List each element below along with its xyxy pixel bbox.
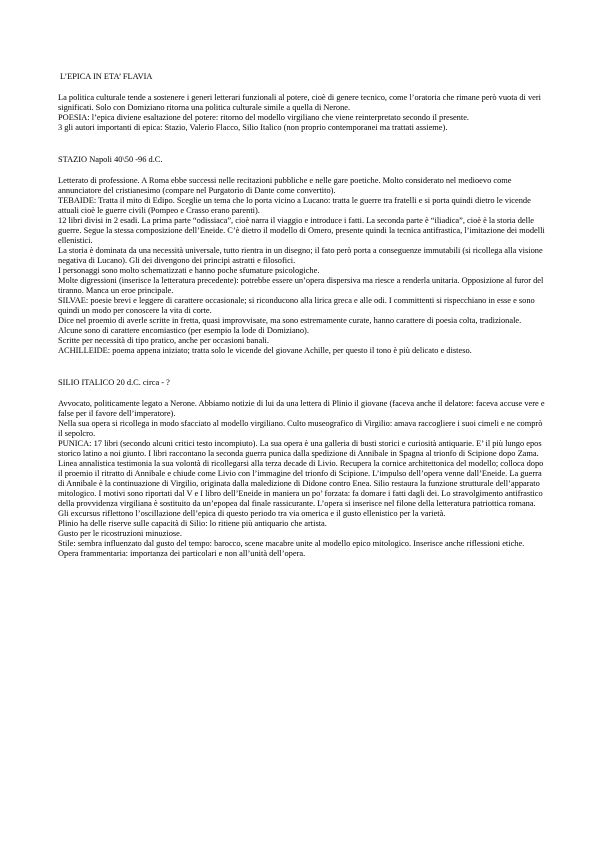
stazio-paragraph: Alcune sono di carattere encomiastico (per esempio la lode di Domiziano).: [58, 326, 309, 335]
spacer: [58, 165, 548, 176]
intro-paragraph: La politica culturale tende a sostenere i generi letterari funzionali al potere, cioè di genere tecnico, come l’oratoria che rimane però vuota di veri significati. Solo con Domiziano ritorna una politica culturale simile a quella di Nerone.: [58, 93, 541, 112]
section-heading-stazio: STAZIO Napoli 40\50 -96 d.C.: [58, 155, 163, 164]
silio-paragraph: Avvocato, politicamente legato a Nerone. Abbiamo notizie di lui da una lettera di Plinio il giovane (faceva anche il delatore: faceva accuse vere e false per il favore dell’imperatore).: [58, 399, 545, 418]
stazio-paragraph: Letterato di professione. A Roma ebbe successi nelle recitazioni pubbliche e nelle gare poetiche. Molto considerato nel medioevo come annunciatore del cristianesimo (compare nel Purgatorio di Dante come convertito).: [58, 176, 512, 195]
stazio-paragraph: ACHILLEIDE: poema appena iniziato; tratta solo le vicende del giovane Achille, per questo il tono è più delicato e disteso.: [58, 346, 472, 355]
spacer: [58, 82, 548, 93]
intro-section: [58, 93, 548, 133]
silio-paragraph: Opera frammentaria: importanza dei particolari e non all’unità dell’opera.: [58, 549, 306, 558]
silio-paragraph: Plinio ha delle riserve sulle capacità di Silio: lo ritiene più antiquario che artista.: [58, 519, 327, 528]
spacer: [58, 356, 548, 378]
stazio-paragraph: 12 libri divisi in 2 esadi. La prima parte “odissiaca”, cioè narra il viaggio e introduce i fatti. La seconda parte è “iliadica”, cioè è la storia delle guerre. Segue la stessa composizione dell’Eneide. C’è dietro il modello di Omero, presente quindi la tecnica antifrastica, l’imitazione dei modelli ellenistici.: [58, 216, 545, 245]
silio-section: [58, 378, 548, 559]
stazio-paragraph: I personaggi sono molto schematizzati e hanno poche sfumature psicologiche.: [58, 266, 320, 275]
intro-paragraph: 3 gli autori importanti di epica: Stazio, Valerio Flacco, Silio Italico (non proprio contemporanei ma trattati assieme).: [58, 123, 448, 132]
spacer: [58, 388, 548, 399]
intro-paragraph: POESIA: l’epica diviene esaltazione del potere: ritorno del modello virgiliano che viene reinterpretato secondo il presente.: [58, 113, 470, 122]
stazio-section: [58, 155, 548, 356]
section-heading-silio: SILIO ITALICO 20 d.C. circa - ?: [58, 378, 170, 387]
silio-paragraph: Nella sua opera si ricollega in modo sfacciato al modello virgiliano. Culto museografico di Virgilio: amava raccogliere i suoi cimeli e ne comprò il sepolcro.: [58, 419, 543, 438]
page-title: L’EPICA IN ETA’ FLAVIA: [60, 72, 153, 81]
silio-paragraph: PUNICA: 17 libri (secondo alcuni critici testo incompiuto). La sua opera è una galleria di busti storici e curiosità antiquarie. E’ il più lungo epos storico latino a noi giunto. I libri raccontano la seconda guerra punica dalla spedizione di Annibale in Spagna al trionfo di Scipione dopo Zama. Linea annalistica testimonia la sua volontà di ricollegarsi alla terza decade di Livio. Recupera la cornice architettonica del modello; colloca dopo il proemio il ritratto di Annibale e chiude come Livio con l’immagine del trionfo di Scipione. L’impulso dell’opera venne dall’Eneide. La guerra di Annibale è la continuazione di Virgilio, originata dalla maledizione di Didone contro Enea. Silio restaura la funzione strutturale dell’apparato mitologico. I motivi sono riportati dal V e I libro dell’Eneide in maniera un po’ forzata: fa domare i fatti dagli dei. Lo stravolgimento antifrastico della provvidenza virgiliana è sostituito da un’epopea dal finale rassicurante. L’opera si inserisce nel filone della letteratura patriottica romana. Gli excursus riflettono l’oscillazione dell’epica di questo periodo tra via omerica e il gusto ellenistico per la varietà.: [58, 439, 544, 518]
stazio-paragraph: SILVAE: poesie brevi e leggere di carattere occasionale; si riconducono alla lirica greca e alle odi. I committenti si rispecchiano in esse e sono quindi un modo per conoscere la vita di corte.: [58, 296, 535, 315]
silio-paragraph: Stile: sembra influenzato dal gusto del tempo: barocco, scene macabre unite al modello epico mitologico. Inserisce anche riflessioni etiche.: [58, 539, 525, 548]
spacer: [58, 133, 548, 155]
silio-paragraph: Gusto per le ricostruzioni minuziose.: [58, 529, 182, 538]
stazio-paragraph: La storia è dominata da una necessità universale, tutto rientra in un disegno; il fato però porta a conseguenze immutabili (si ricollega alla visione negativa di Lucano). Gli dei divengono dei principi astratti e filosofici.: [58, 246, 543, 265]
stazio-paragraph: Molte digressioni (inserisce la letteratura precedente): potrebbe essere un’opera dispersiva ma riesce a renderla unitaria. Opposizione al furor del tiranno. Manca un eroe principale.: [58, 276, 544, 295]
stazio-paragraph: Dice nel proemio di averle scritte in fretta, quasi improvvisate, ma sono estremamente curate, hanno carattere di poesia colta, tradizionale.: [58, 316, 522, 325]
document-body: [58, 72, 548, 559]
stazio-paragraph: Scritte per necessità di tipo pratico, anche per occasioni banali.: [58, 336, 269, 345]
stazio-paragraph: TEBAIDE: Tratta il mito di Edipo. Sceglie un tema che lo porta vicino a Lucano: tratta le guerre tra fratelli e si porta quindi dietro le vicende attuali cioè le guerre civili (Pompeo e Crasso erano parenti).: [58, 196, 531, 215]
